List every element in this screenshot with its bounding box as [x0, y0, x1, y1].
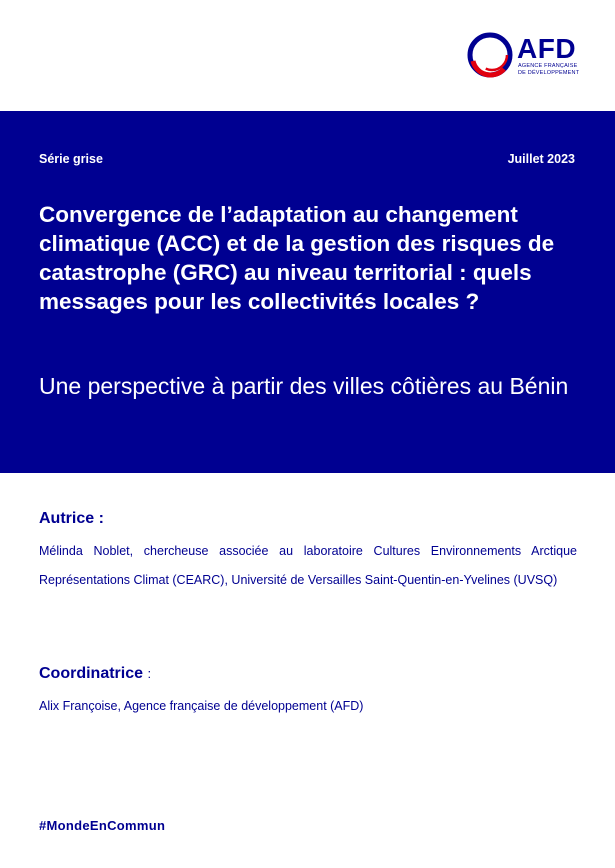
document-title: Convergence de l’adaptation au changement climatique (ACC) et de la gestion des risques de catastrophe (GRC) au niveau territorial : quels messages pour les collectivités locales ? [39, 202, 555, 314]
afd-logo [466, 31, 586, 83]
coordinator-label: Coordinatrice [39, 665, 144, 682]
publication-date: Juillet 2023 [507, 152, 575, 166]
author-label: Autrice : [39, 510, 104, 527]
logo-wordmark: AFD [517, 33, 577, 64]
logo-subtitle-line2: DE DÉVELOPPEMENT [518, 70, 580, 76]
logo-subtitle [518, 63, 579, 77]
logo-subtitle-line1: AGENCE FRANÇAISE [518, 63, 578, 69]
afd-ring-icon [466, 31, 516, 81]
document-subtitle: Une perspective à partir des villes côtières au Bénin [39, 373, 569, 399]
coordinator-text: Alix Françoise, Agence française de développement (AFD) [39, 699, 364, 713]
author-text: Mélinda Noblet, chercheuse associée au laboratoire Cultures Environnements Arctique Représentations Climat (CEARC), Université de Versailles Saint-Quentin-en-Yvelines (UVSQ) [39, 544, 577, 587]
hashtag: #MondeEnCommun [39, 818, 166, 833]
series-label: Série grise [39, 152, 103, 166]
coordinator-heading [39, 665, 151, 683]
coordinator-colon: : [147, 666, 152, 681]
title-band [0, 111, 615, 473]
